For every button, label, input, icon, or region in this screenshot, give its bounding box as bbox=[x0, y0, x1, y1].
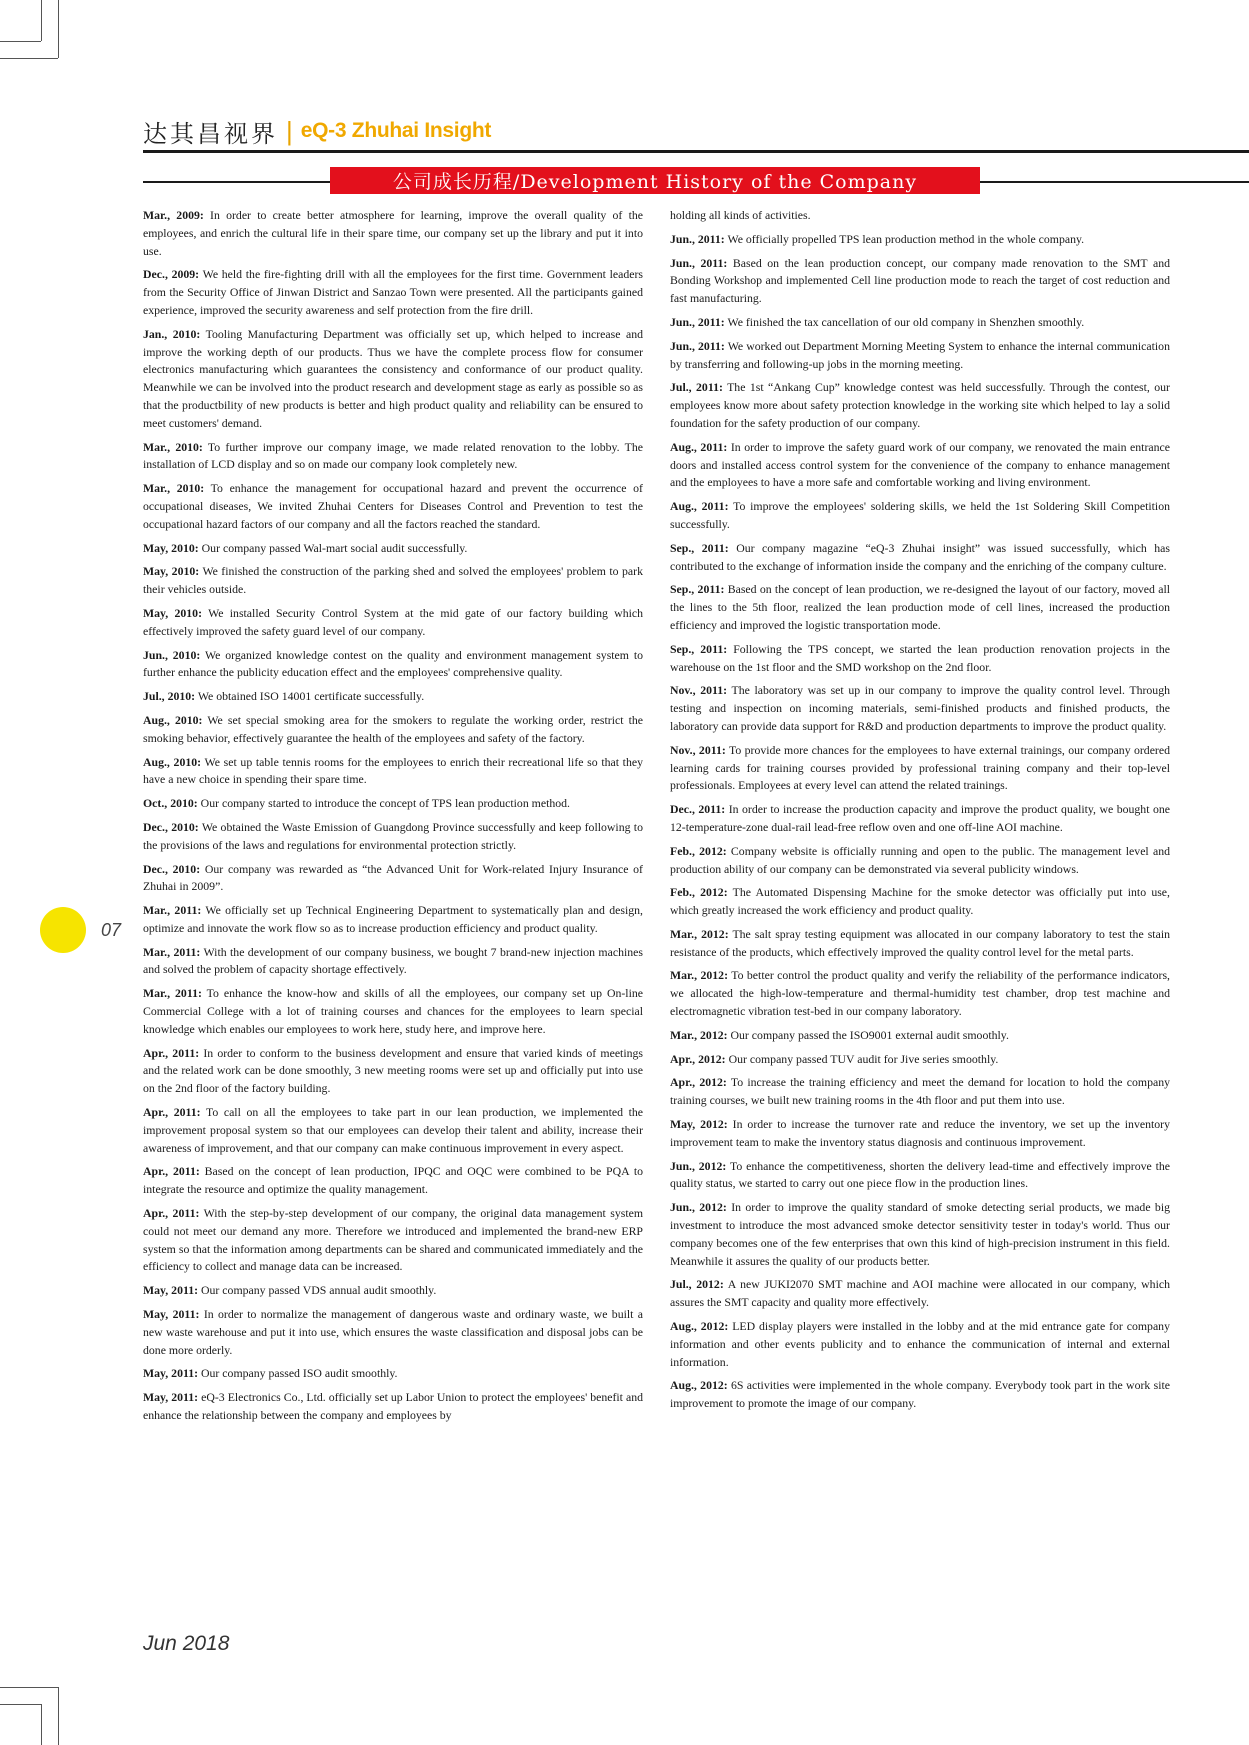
timeline-entry bbox=[670, 1116, 1170, 1152]
timeline-entry bbox=[670, 1074, 1170, 1110]
timeline-entry-text: Company website is officially running and open to the public. The management level and production ability of our company can be demonstrated via several publicity windows. bbox=[670, 843, 1170, 876]
timeline-entry-text: To increase the training efficiency and meet the demand for location to hold the company training courses, we built new training rooms in the 4th floor and put them into use. bbox=[670, 1075, 1170, 1108]
timeline-entry-text: eQ-3 Electronics Co., Ltd. officially set up Labor Union to protect the employees' benefit and enhance the relationship between the company and employees by bbox=[143, 1390, 643, 1423]
timeline-entry bbox=[143, 819, 643, 855]
timeline-entry-text: LED display players were installed in the lobby and at the mid entrance gate for company information and other events publicity and to enhance the communication of internal and external information. bbox=[670, 1319, 1170, 1369]
timeline-entry-text: The 1st “Ankang Cup” knowledge contest was held successfully. Through the contest, our employees know more about safety protection knowledge in the working site which helped to lay a solid foundation for the safety production of our company. bbox=[670, 380, 1170, 430]
timeline-entry bbox=[143, 944, 643, 980]
timeline-entry-date: May, 2011: bbox=[143, 1307, 200, 1322]
timeline-entry bbox=[670, 1027, 1170, 1045]
timeline-entry-date: Mar., 2011: bbox=[143, 986, 202, 1001]
timeline-entry-date: Apr., 2012: bbox=[670, 1075, 727, 1090]
timeline-entry-text: We obtained the Waste Emission of Guangdong Province successfully and keep following to the provisions of the laws and regulations for environmental protection strictly. bbox=[143, 819, 643, 852]
timeline-entry bbox=[670, 1158, 1170, 1194]
timeline-entry-date: Apr., 2011: bbox=[143, 1045, 200, 1060]
timeline-entry-date: Feb., 2012: bbox=[670, 885, 728, 900]
timeline-entry-date: Dec., 2010: bbox=[143, 819, 199, 834]
timeline-entry bbox=[670, 498, 1170, 534]
timeline-entry-text: With the development of our company business, we bought 7 brand-new injection machines and solved the problem of capacity shortage effectively. bbox=[143, 944, 643, 977]
timeline-entry-date: May, 2012: bbox=[670, 1117, 728, 1132]
timeline-entry-text: Our company magazine “eQ-3 Zhuhai insight” was issued successfully, which has contributed to the exchange of information inside the company and the enriching of the company culture. bbox=[670, 540, 1171, 573]
timeline-entry-date: Jun., 2012: bbox=[670, 1200, 727, 1215]
timeline-entry bbox=[670, 439, 1170, 492]
timeline-entry-date: Jul., 2010: bbox=[143, 689, 196, 704]
timeline-entry bbox=[670, 1051, 1170, 1069]
timeline-entry-date: Oct., 2010: bbox=[143, 796, 198, 811]
timeline-entry-date: Jun., 2011: bbox=[670, 314, 725, 329]
timeline-entry-text: We finished the tax cancellation of our old company in Shenzhen smoothly. bbox=[727, 314, 1085, 329]
issue-date: Jun 2018 bbox=[143, 1632, 230, 1655]
crop-mark-top-left-horizontal-2 bbox=[0, 58, 58, 59]
timeline-entry-text: Our company started to introduce the concept of TPS lean production method. bbox=[200, 796, 570, 811]
timeline-entry bbox=[143, 1104, 643, 1157]
timeline-entry-text: With the step-by-step development of our company, the original data management system could not meet our demand any more. Therefore we introduced and implemented the brand-new ERP system so that the information among departments can be shared and communicated immediately and the efficiency to collect and manage data can be increased. bbox=[143, 1206, 644, 1274]
timeline-entry-date: Mar., 2011: bbox=[143, 944, 201, 959]
timeline-entry-date: Aug., 2010: bbox=[143, 754, 202, 769]
timeline-entry-text: We held the fire-fighting drill with all the employees for the first time. Government leaders from the Security Office of Jinwan District and Sanzao Town were presented. All the participants gained experience, improved the security awareness and self protection from the fire drill. bbox=[143, 267, 643, 317]
timeline-entry bbox=[670, 641, 1170, 677]
timeline-entry-date: Feb., 2012: bbox=[670, 843, 727, 858]
timeline-entry-text: The laboratory was set up in our company to improve the quality control level. Through testing and inspection on incoming materials, semi-finished products and finished products, the laboratory can provide data support for R&D and production departments to improve the product quality. bbox=[670, 683, 1170, 733]
timeline-entry-text: In order to create better atmosphere for learning, improve the overall quality of the employees, and enrich the cultural life in their spare time, our company set up the library and put it into use. bbox=[143, 208, 643, 258]
timeline-entry-text: We installed Security Control System at the mid gate of our factory building which effectively improved the safety guard level of our company. bbox=[143, 605, 643, 638]
page-number: 07 bbox=[101, 920, 122, 940]
timeline-entry bbox=[670, 338, 1170, 374]
timeline-entry-text: In order to normalize the management of dangerous waste and ordinary waste, we built a new waste warehouse and put it into use, which ensures the waste classification and disposal jobs can be done more orderly. bbox=[143, 1307, 644, 1357]
timeline-entry-text: In order to increase the turnover rate and reduce the inventory, we set up the inventory improvement team to make the inventory status diagnosis and continuous improvement. bbox=[670, 1117, 1170, 1149]
timeline-entry-date: Apr., 2011: bbox=[143, 1164, 200, 1179]
timeline-entry-text: The salt spray testing equipment was allocated in our company laboratory to test the stain resistance of the products, which effectively improved the quality control level for the metal parts. bbox=[670, 926, 1170, 959]
crop-mark-bottom-left-vertical bbox=[41, 1704, 42, 1745]
crop-mark-bottom-left-vertical-2 bbox=[58, 1687, 59, 1745]
timeline-entry-text: Tooling Manufacturing Department was officially set up, which helped to increase and improve the working depth of our products. Thus we have the complete process flow for consumer electronics manufacturing which guarantees the consistency and conformance of our product quality. Meanwhile we can be involved into the product research and development stage as early as possible so as that the productbility of new products is better and high product quality and reliability can be ensured to meet customers' demand. bbox=[143, 326, 643, 430]
timeline-entry bbox=[670, 967, 1170, 1020]
timeline-entry-date: Apr., 2012: bbox=[670, 1051, 726, 1066]
right-column bbox=[670, 207, 1170, 1419]
timeline-entry bbox=[143, 326, 643, 433]
timeline-entry bbox=[143, 1045, 643, 1098]
timeline-entry bbox=[670, 1377, 1170, 1413]
timeline-entry-date: Nov., 2011: bbox=[670, 683, 728, 698]
timeline-entry bbox=[143, 647, 643, 683]
timeline-entry-text: A new JUKI2070 SMT machine and AOI machine were allocated in our company, which assures the SMT capacity and quality more effectively. bbox=[670, 1277, 1170, 1310]
timeline-entry-date: Aug., 2011: bbox=[670, 439, 728, 454]
timeline-entry bbox=[143, 1365, 643, 1383]
timeline-entry-text: To enhance the management for occupational hazard and prevent the occurrence of occupational diseases, We invited Zhuhai Centers for Diseases Control and Prevention to test the occupational hazard factors of our company and all the factors reached the standard. bbox=[143, 481, 643, 531]
timeline-entry bbox=[143, 540, 643, 558]
header-english-title: eQ-3 Zhuhai Insight bbox=[300, 119, 492, 142]
timeline-entry-date: Jul., 2012: bbox=[670, 1277, 724, 1292]
timeline-entry-text: The Automated Dispensing Machine for the smoke detector was officially put into use, which greatly increased the work efficiency and product quality. bbox=[670, 885, 1170, 918]
timeline-entry-text: Based on the lean production concept, our company made renovation to the SMT and Bonding Workshop and implemented Cell line production mode to reach the target of cost reduction and fast manufacturing. bbox=[670, 255, 1170, 306]
timeline-entry-text: Our company passed TUV audit for Jive series smoothly. bbox=[728, 1051, 999, 1066]
timeline-entry bbox=[143, 207, 643, 260]
timeline-entry-date: Sep., 2011: bbox=[670, 582, 725, 597]
timeline-entry bbox=[670, 843, 1170, 879]
timeline-entry-text: To call on all the employees to take part in our lean production, we implemented the improvement proposal system so that our employees can develop their talent and ability, increase their awareness of improvement, and that our company can make continuous improvement in every aspect. bbox=[143, 1105, 643, 1155]
timeline-entry-text: In order to increase the production capacity and improve the product quality, we bought one 12-temperature-zone dual-rail lead-free reflow oven and one off-line AOI machine. bbox=[670, 802, 1170, 834]
timeline-entry-text: We set up table tennis rooms for the employees to enrich their recreational life so that they have a new choice in spending their spare time. bbox=[143, 754, 643, 787]
timeline-entry bbox=[670, 314, 1170, 332]
timeline-entry-date: Jun., 2011: bbox=[670, 255, 728, 270]
timeline-entry-date: Mar., 2011: bbox=[143, 903, 202, 918]
timeline-entry-text: We officially set up Technical Engineering Department to systematically plan and design, optimize and innovate the work flow so as to increase production efficiency and product quality. bbox=[143, 903, 643, 935]
timeline-entry bbox=[143, 480, 643, 533]
timeline-entry bbox=[670, 231, 1170, 249]
timeline-entry-text: Our company passed the ISO9001 external audit smoothly. bbox=[730, 1027, 1009, 1042]
timeline-entry-date: Jul., 2011: bbox=[670, 380, 723, 395]
timeline-entry-text: We organized knowledge contest on the quality and environment management system to further enhance the publicity education effect and the employees' comprehensive quality. bbox=[143, 647, 643, 680]
timeline-entry-date: Jun., 2010: bbox=[143, 647, 201, 662]
timeline-entry-text: In order to improve the quality standard of smoke detecting serial products, we made big investment to introduce the most advanced smoke detector sensitivity tester in today's world. Thus our company becomes one of the few enterprises that own this kind of high-precision instrument in this field. Meanwhile it assures the quality of our products better. bbox=[670, 1200, 1171, 1268]
timeline-entry-date: Aug., 2010: bbox=[143, 712, 203, 727]
timeline-entry-date: Mar., 2010: bbox=[143, 439, 203, 454]
timeline-entry-date: Jun., 2011: bbox=[670, 338, 725, 353]
timeline-entry-date: Mar., 2012: bbox=[670, 926, 729, 941]
timeline-entry bbox=[143, 902, 643, 938]
timeline-entry-date: Aug., 2011: bbox=[670, 499, 729, 514]
header-rule bbox=[143, 150, 1249, 153]
timeline-entry-text: We worked out Department Morning Meeting System to enhance the internal communication by transferring and following-up jobs in the morning meeting. bbox=[670, 338, 1170, 371]
timeline-entry bbox=[143, 266, 643, 319]
timeline-entry bbox=[670, 540, 1170, 576]
timeline-entry bbox=[670, 801, 1170, 837]
timeline-entry bbox=[143, 605, 643, 641]
timeline-entry-text: Our company passed ISO audit smoothly. bbox=[201, 1366, 398, 1381]
timeline-entry bbox=[143, 1205, 643, 1276]
timeline-entry bbox=[143, 754, 643, 790]
timeline-entry bbox=[143, 1282, 643, 1300]
crop-mark-top-left-vertical-2 bbox=[58, 0, 59, 58]
timeline-entry bbox=[670, 1276, 1170, 1312]
crop-mark-bottom-left-horizontal bbox=[0, 1704, 41, 1705]
timeline-entry-date: Aug., 2012: bbox=[670, 1378, 728, 1393]
timeline-entry-text: To further improve our company image, we made related renovation to the lobby. The installation of LCD display and so on made our company look completely new. bbox=[143, 439, 643, 472]
timeline-entry-date: Nov., 2011: bbox=[670, 742, 726, 757]
timeline-entry-date: Apr., 2011: bbox=[143, 1206, 200, 1221]
timeline-entry bbox=[143, 985, 643, 1038]
crop-mark-bottom-left-horizontal-2 bbox=[0, 1687, 58, 1688]
timeline-entry bbox=[143, 712, 643, 748]
timeline-entry bbox=[670, 379, 1170, 432]
timeline-entry-date: May, 2010: bbox=[143, 564, 200, 579]
timeline-entry bbox=[670, 926, 1170, 962]
timeline-entry-text: Our company passed VDS annual audit smoothly. bbox=[201, 1283, 437, 1298]
timeline-entry-text: Following the TPS concept, we started the lean production renovation projects in the warehouse on the 1st floor and the SMD workshop on the 2nd floor. bbox=[670, 641, 1171, 674]
timeline-entry-date: Dec., 2010: bbox=[143, 861, 201, 876]
timeline-entry bbox=[670, 255, 1170, 308]
timeline-entry-date: Dec., 2011: bbox=[670, 802, 726, 817]
timeline-entry-text: In order to improve the safety guard work of our company, we renovated the main entrance doors and installed access control system for the convenience of the company to enhance management and the employees to have a more safe and comfortable working and living environment. bbox=[670, 439, 1170, 490]
timeline-entry-text: Based on the concept of lean production, IPQC and OQC were combined to be PQA to integrate the resource and optimize the quality management. bbox=[143, 1164, 644, 1197]
crop-mark-top-left-vertical bbox=[41, 0, 42, 41]
timeline-entry-text: 6S activities were implemented in the whole company. Everybody took part in the work site improvement to promote the image of our company. bbox=[670, 1378, 1170, 1411]
timeline-entry-date: Mar., 2012: bbox=[670, 968, 729, 983]
timeline-entry-date: Mar., 2012: bbox=[670, 1027, 728, 1042]
timeline-entry-text: In order to conform to the business development and ensure that varied kinds of meetings and the related work can be done smoothly, 3 new meeting rooms were set up and officially put into use on the 2nd floor of the factory building. bbox=[143, 1045, 643, 1096]
timeline-entry-text: Our company was rewarded as “the Advanced Unit for Work-related Injury Insurance of Zhuhai in 2009”. bbox=[143, 861, 643, 894]
timeline-entry bbox=[670, 1318, 1170, 1371]
page-number-dot bbox=[40, 907, 86, 953]
timeline-entry-date: May, 2010: bbox=[143, 605, 203, 620]
timeline-entry-text: We officially propelled TPS lean production method in the whole company. bbox=[727, 231, 1085, 246]
timeline-entry-date: Dec., 2009: bbox=[143, 267, 200, 282]
left-column bbox=[143, 207, 643, 1431]
timeline-entry bbox=[143, 688, 643, 706]
timeline-entry bbox=[143, 861, 643, 897]
timeline-entry-date: Jun., 2011: bbox=[670, 231, 725, 246]
header-chinese-title: 达其昌视界 bbox=[143, 119, 278, 148]
timeline-entry bbox=[143, 563, 643, 599]
timeline-entry bbox=[670, 742, 1170, 795]
timeline-entry-text: To improve the employees' soldering skills, we held the 1st Soldering Skill Competition successfully. bbox=[670, 499, 1170, 531]
timeline-entry-date: Mar., 2010: bbox=[143, 481, 205, 496]
timeline-entry-text: We set special smoking area for the smokers to regulate the working order, restrict the smoking behavior, effectively guarantee the health of the employees and safety of the factory. bbox=[143, 712, 643, 745]
timeline-entry bbox=[143, 1163, 643, 1199]
timeline-entry-text: To enhance the competitiveness, shorten the delivery lead-time and effectively improve the quality status, we started to carry out one piece flow in the production lines. bbox=[670, 1158, 1171, 1191]
timeline-entry-text: Based on the concept of lean production, we re-designed the layout of our factory, moved all the lines to the 5th floor, realized the lean production mode of cell lines, increased the production efficiency and improved the logistic transportation mode. bbox=[670, 582, 1171, 632]
timeline-entry-date: Mar., 2009: bbox=[143, 208, 204, 222]
timeline-entry-date: May, 2011: bbox=[143, 1283, 199, 1298]
timeline-entry-date: May, 2011: bbox=[143, 1366, 199, 1381]
magazine-header bbox=[143, 112, 491, 150]
timeline-entry-text: To enhance the know-how and skills of all the employees, our company set up On-line Commercial College with a lot of training courses and chances for the employees to learn special knowledge which enables our employees to work here, study here, and improve here. bbox=[143, 986, 643, 1036]
timeline-entry-date: Apr., 2011: bbox=[143, 1105, 201, 1120]
section-banner: 公司成长历程/Development History of the Company bbox=[330, 167, 980, 194]
crop-mark-top-left-horizontal bbox=[0, 41, 41, 42]
timeline-entry-text: To better control the product quality and verify the reliability of the performance indicators, we allocated the high-low-temperature and thermal-humidity test chamber, drop test machine and electromagnetic vibration test-bed in our company laboratory. bbox=[670, 968, 1170, 1019]
timeline-entry bbox=[670, 682, 1170, 735]
timeline-entry-date: Jan., 2010: bbox=[143, 326, 201, 341]
timeline-entry-text: We finished the construction of the parking shed and solved the employees' problem to park their vehicles outside. bbox=[143, 564, 643, 597]
timeline-entry-date: May, 2011: bbox=[143, 1390, 199, 1405]
timeline-entry-date: Jun., 2012: bbox=[670, 1158, 727, 1173]
timeline-entry-text: To provide more chances for the employees to have external trainings, our company ordered learning cards for training courses provided by professional training company and their top-level professionals. Employees at every level can attend the related trainings. bbox=[670, 742, 1170, 793]
timeline-entry-text: Our company passed Wal-mart social audit successfully. bbox=[201, 540, 468, 555]
timeline-entry bbox=[670, 1199, 1170, 1270]
timeline-entry-date: Aug., 2012: bbox=[670, 1319, 729, 1334]
timeline-entry bbox=[143, 439, 643, 475]
header-separator: | bbox=[286, 115, 293, 146]
timeline-entry-date: Sep., 2011: bbox=[670, 540, 729, 555]
timeline-entry bbox=[670, 581, 1170, 634]
timeline-entry-date: May, 2010: bbox=[143, 540, 199, 555]
right-column-continuation: holding all kinds of activities. bbox=[670, 208, 811, 222]
timeline-entry bbox=[143, 1306, 643, 1359]
timeline-entry-date: Sep., 2011: bbox=[670, 641, 728, 656]
timeline-entry bbox=[143, 1389, 643, 1425]
timeline-entry-text: We obtained ISO 14001 certificate successfully. bbox=[197, 689, 425, 704]
timeline-entry bbox=[670, 884, 1170, 920]
timeline-entry bbox=[143, 795, 643, 813]
